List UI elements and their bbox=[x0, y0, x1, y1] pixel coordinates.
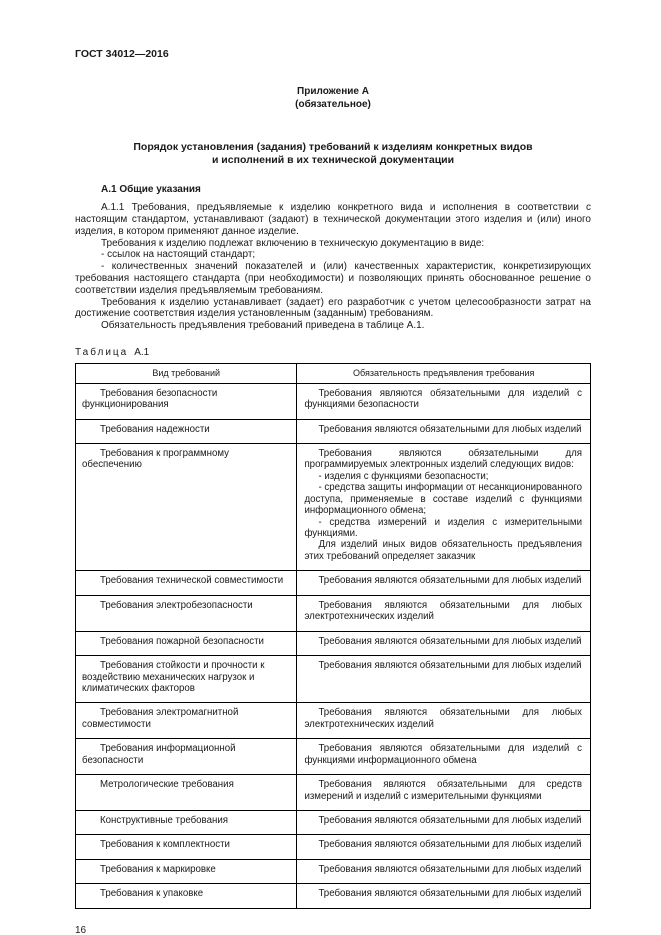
body-paragraph: А.1.1 Требования, предъявляемые к изделию конкретного вида и исполнения в соответствии с настоящим стандартом, устанавливают (задают) в технической документации этого изделия и (или) иного изделия, в котором применяют данное изделие. bbox=[75, 202, 591, 237]
requirement-mandatory-cell: Требования являются обязательными для изделий с функциями безопасности bbox=[297, 383, 591, 419]
table-header-row bbox=[76, 364, 591, 384]
requirement-kind-cell: Требования к упаковке bbox=[76, 884, 297, 908]
table-row bbox=[76, 739, 591, 775]
requirement-mandatory-cell: Требования являются обязательными для любых изделий bbox=[297, 631, 591, 655]
requirement-kind-cell: Метрологические требования bbox=[76, 775, 297, 811]
requirement-mandatory-cell: Требования являются обязательными для любых изделий bbox=[297, 835, 591, 859]
requirement-kind-cell: Конструктивные требования bbox=[76, 811, 297, 835]
doc-heading-line1: Порядок установления (задания) требований к изделиям конкретных видов bbox=[133, 141, 533, 153]
requirement-mandatory-cell: Требования являются обязательными для любых электротехнических изделий bbox=[297, 703, 591, 739]
table-row bbox=[76, 631, 591, 655]
table-caption bbox=[75, 347, 591, 358]
requirement-mandatory-cell: Требования являются обязательными для любых изделий bbox=[297, 884, 591, 908]
table-row bbox=[76, 811, 591, 835]
requirement-kind-cell: Требования безопасности функционирования bbox=[76, 383, 297, 419]
header-mandatory: Обязательность предъявления требования bbox=[297, 364, 591, 384]
appendix-block bbox=[75, 86, 591, 111]
table-row bbox=[76, 775, 591, 811]
doc-heading-line2: и исполнений в их технической документации bbox=[211, 154, 455, 167]
table-row bbox=[76, 571, 591, 595]
appendix-subtitle: (обязательное) bbox=[295, 98, 371, 110]
table-row bbox=[76, 383, 591, 419]
requirement-mandatory-cell: Требования являются обязательными для любых изделий bbox=[297, 571, 591, 595]
requirement-kind-cell: Требования информационной безопасности bbox=[76, 739, 297, 775]
requirements-table bbox=[75, 363, 591, 909]
table-row bbox=[76, 595, 591, 631]
requirement-kind-cell: Требования электромагнитной совместимости bbox=[76, 703, 297, 739]
table-row bbox=[76, 835, 591, 859]
section-body bbox=[75, 202, 591, 332]
requirement-kind-cell: Требования к комплектности bbox=[76, 835, 297, 859]
requirement-mandatory-cell: Требования являются обязательными для любых электротехнических изделий bbox=[297, 595, 591, 631]
doc-heading bbox=[75, 141, 591, 167]
requirement-kind-cell: Требования технической совместимости bbox=[76, 571, 297, 595]
requirement-mandatory-cell: Требования являются обязательными для любых изделий bbox=[297, 811, 591, 835]
requirement-mandatory-cell: Требования являются обязательными для любых изделий bbox=[297, 419, 591, 443]
section-title: А.1 Общие указания bbox=[101, 184, 201, 196]
requirement-kind-cell: Требования к маркировке bbox=[76, 859, 297, 883]
requirement-mandatory-cell: Требования являются обязательными для программируемых электронных изделий следующих видов: - изделия с функциями безопасности; - средства защиты информации от несанкционированного доступа, применяемые в составе изделий с функциями информационного обмена; - средства измерений и изделия с измерительными функциями. Для изделий иных видов обязательность предъявления этих требований определяет заказчик bbox=[297, 443, 591, 570]
requirement-mandatory-cell: Требования являются обязательными для средств измерений и изделий с измерительными функциями bbox=[297, 775, 591, 811]
doc-number: ГОСТ 34012—2016 bbox=[75, 48, 169, 60]
requirement-kind-cell: Требования пожарной безопасности bbox=[76, 631, 297, 655]
appendix-title: Приложение А bbox=[297, 86, 369, 97]
page-number: 16 bbox=[75, 924, 87, 935]
table-caption-label: Таблица bbox=[75, 347, 129, 359]
body-paragraph: - количественных значений показателей и (или) качественных характеристик, конкретизирующих требования настоящего стандарта (при необходимости) и позволяющих принять обоснованное решение о соответствии изделия предъявляемым требованиям. bbox=[75, 261, 591, 296]
requirement-mandatory-cell: Требования являются обязательными для изделий с функциями информационного обмена bbox=[297, 739, 591, 775]
table-caption-number: А.1 bbox=[134, 347, 150, 359]
header-kind: Вид требований bbox=[76, 364, 297, 384]
body-paragraph: Требования к изделию устанавливает (задает) его разработчик с учетом целесообразности затрат на достижение соответствия изделия установленным (заданным) требованиям. bbox=[75, 296, 591, 320]
requirement-mandatory-cell: Требования являются обязательными для любых изделий bbox=[297, 859, 591, 883]
requirement-kind-cell: Требования стойкости и прочности к воздействию механических нагрузок и климатических факторов bbox=[76, 656, 297, 703]
requirement-kind-cell: Требования электробезопасности bbox=[76, 595, 297, 631]
table-row bbox=[76, 859, 591, 883]
requirement-kind-cell: Требования к программному обеспечению bbox=[76, 443, 297, 570]
body-paragraph: Обязательность предъявления требований приведена в таблице А.1. bbox=[101, 320, 425, 332]
table-row bbox=[76, 884, 591, 908]
table-row bbox=[76, 656, 591, 703]
table-row bbox=[76, 703, 591, 739]
body-paragraph: Требования к изделию подлежат включению в техническую документацию в виде: bbox=[101, 237, 485, 249]
requirement-kind-cell: Требования надежности bbox=[76, 419, 297, 443]
requirement-mandatory-cell: Требования являются обязательными для любых изделий bbox=[297, 656, 591, 703]
table-row bbox=[76, 443, 591, 570]
body-paragraph: - ссылок на настоящий стандарт; bbox=[101, 249, 256, 261]
table-row bbox=[76, 419, 591, 443]
